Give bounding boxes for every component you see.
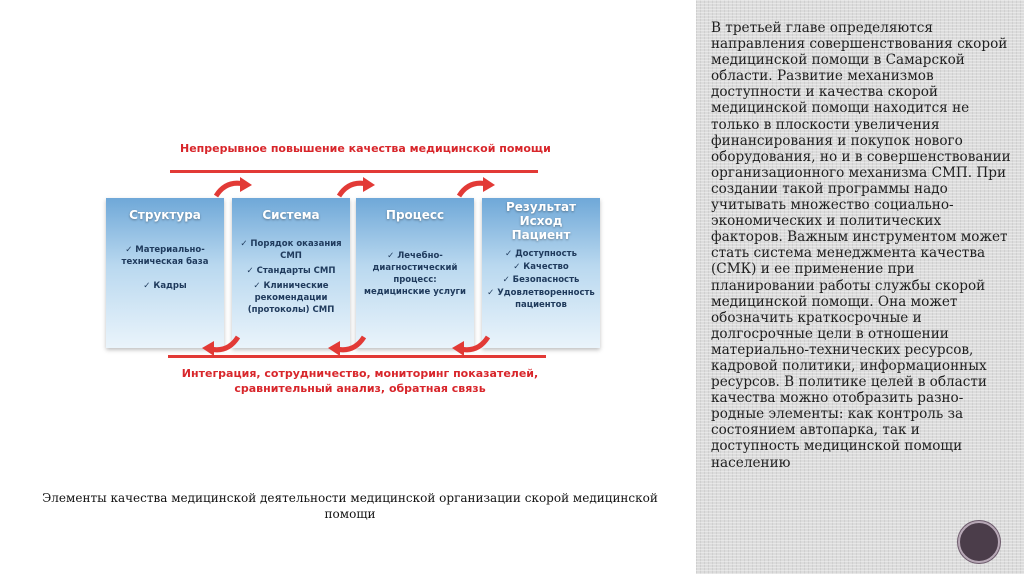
panel-item: ✓ Кадры bbox=[143, 281, 187, 291]
arrow-left-icon bbox=[450, 335, 490, 357]
panel-item: ✓ Лечебно-диагностический процесс: медицинские услуги bbox=[364, 251, 466, 297]
panel-item: ✓ Безопасность bbox=[502, 275, 580, 285]
arrow-right-icon bbox=[457, 176, 497, 198]
top-label: Непрерывное повышение качества медицинской помощи bbox=[180, 142, 551, 155]
figure-caption: Элементы качества медицинской деятельности медицинской организации скорой медицинской помощи bbox=[42, 491, 658, 521]
panel-item: ✓ Удовлетворенность пациентов bbox=[487, 288, 595, 310]
arrow-right-icon bbox=[337, 176, 377, 198]
panel-result bbox=[482, 198, 600, 348]
panel-title-line: Исход bbox=[519, 214, 563, 228]
slide-badge bbox=[958, 521, 1000, 563]
panel-item: ✓ Материально-техническая база bbox=[121, 245, 209, 267]
top-line bbox=[170, 170, 538, 173]
panel-item: ✓ Порядок оказания СМП bbox=[240, 239, 342, 261]
panel-title-line: Результат bbox=[505, 200, 577, 214]
bottom-label-line: Интеграция, сотрудничество, мониторинг показателей, bbox=[181, 367, 539, 380]
panel-title-line: Пациент bbox=[511, 228, 571, 242]
bottom-label bbox=[160, 366, 560, 396]
panel-process bbox=[356, 198, 474, 348]
panel-title: Система bbox=[262, 208, 320, 222]
panel-title: Процесс bbox=[385, 208, 445, 222]
panel-item: ✓ Доступность bbox=[505, 249, 577, 259]
panel-title bbox=[482, 200, 600, 242]
arrow-left-icon bbox=[326, 335, 366, 357]
panel-item: ✓ Качество bbox=[513, 262, 569, 272]
panel-item: ✓ Клинические рекомендации (протоколы) СМП bbox=[247, 281, 335, 315]
bottom-line bbox=[168, 355, 546, 358]
panel-item: ✓ Стандарты СМП bbox=[246, 266, 336, 276]
quality-diagram bbox=[100, 140, 610, 402]
bottom-label-line: сравнительный анализ, обратная связь bbox=[234, 382, 486, 395]
panel-system bbox=[232, 198, 350, 348]
panel-title: Структура bbox=[129, 208, 201, 222]
side-text: В третьей главе определяются направления совершенствования скорой медицинской помощи в Самарской области. Развитие механизмов доступности и качества скорой медицинской помощи находится не только в плоскости увеличения финансирования и покупок нового оборудования, но и в совершенствовании организационного механизма СМП. При создании такой программы надо учитывать множество социально-экономических и политических факторов. Важным инструментом может стать система менеджмента качества (СМК) и ее применение при планировании работы службы скорой медицинской помощи. Она может обозначить краткосрочные и долгосрочные цели в отношении материально-технических ресурсов, кадровой политики, информационных ресурсов. В политике целей в области качества можно отобразить разно-родные элементы: как контроль за состоянием автопарка, так и доступность медицинской помощи населению bbox=[711, 20, 1011, 471]
panel-structure bbox=[106, 198, 224, 348]
arrow-right-icon bbox=[214, 176, 254, 198]
arrow-left-icon bbox=[200, 335, 240, 357]
